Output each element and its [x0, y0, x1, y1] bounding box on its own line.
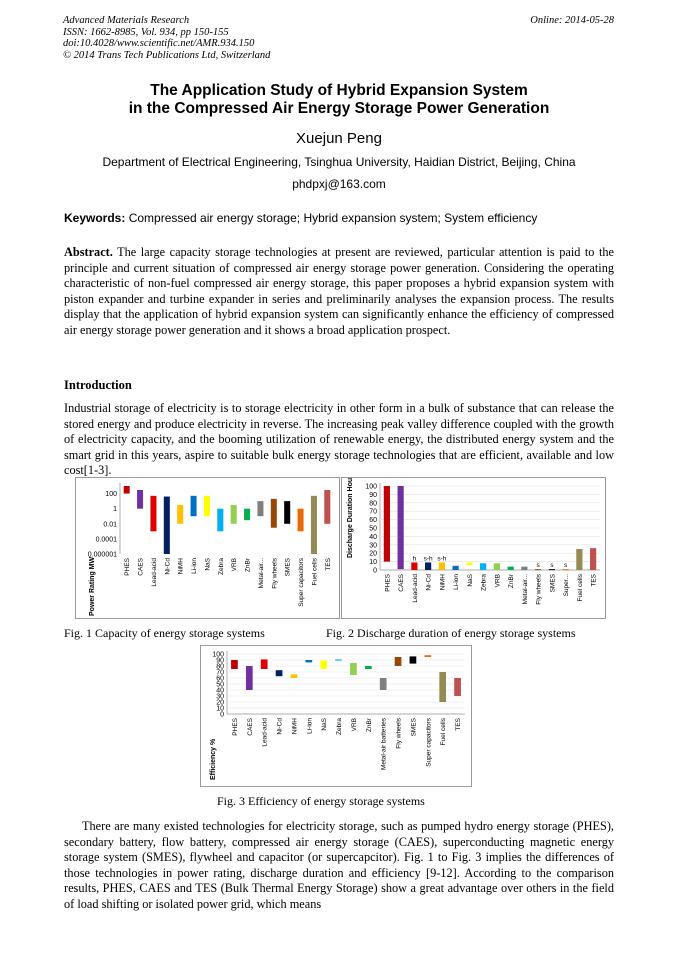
bar-znbr	[365, 666, 372, 669]
bar-fly-wheels	[395, 657, 402, 666]
x-tick-label: Fly wheels	[395, 718, 403, 749]
x-tick-label: ZnBr	[244, 558, 252, 573]
intro-paragraph-1: Industrial storage of electricity is to storage electricity in other form in a bulk of substance that can release the stored energy and produce electricity in reverse. The increasing peak valley difference coupled with the growth of electricity capacity, and the booming utilization of renewable energy, the distributed energy system and the smart grid in this years, aspire to suitable bulk energy storage technologies that are efficient, available and low cost[1-3].	[64, 401, 614, 478]
data-label: s	[550, 562, 554, 570]
online-date: Online: 2014-05-28	[530, 15, 614, 26]
bar-nimh	[439, 562, 445, 570]
journal-header	[63, 15, 270, 61]
y-tick-label: 30	[369, 542, 377, 550]
y-tick-label: 70	[369, 508, 377, 516]
x-tick-label: ZnBr	[365, 718, 373, 733]
x-tick-label: Fuel cells	[311, 558, 319, 586]
figure-2-caption: Fig. 2 Discharge duration of energy storage systems	[326, 626, 576, 640]
x-tick-label: NaS	[321, 718, 329, 731]
keywords	[64, 211, 537, 225]
figure-1-caption: Fig. 1 Capacity of energy storage systems	[64, 626, 265, 640]
x-tick-label: TES	[324, 558, 332, 571]
abstract-text: The large capacity storage technologies at present are reviewed, particular attention is paid to the principle and current situation of compressed air energy storage power generation. Considering the operating characteristic of non-fuel compressed air energy storage, this paper proposes a hybrid expansion system with piston expander and turbine expander in series and preliminarily analyses the expansion process. The results display that the application of hybrid expansion system can significantly enhance the efficiency of compressed air energy storage power generation and it shows a broad application prospect.	[64, 245, 614, 337]
y-tick-label: 40	[369, 533, 377, 541]
y-tick-label: 90	[369, 491, 377, 499]
bar-znbr	[508, 567, 514, 570]
bar-tes	[590, 548, 596, 570]
y-tick-label: 30	[216, 693, 224, 701]
bar-vrb	[231, 505, 237, 524]
y-tick-label: 70	[216, 669, 224, 677]
bar-vrb	[494, 563, 500, 570]
x-tick-label: PHES	[124, 558, 132, 576]
x-tick-label: VRB	[231, 558, 239, 572]
bar-zebra	[217, 509, 223, 532]
y-axis-title: Efficiency %	[210, 738, 217, 780]
bar-nas	[466, 562, 472, 565]
data-label: s	[536, 562, 540, 570]
bar-nas	[204, 496, 210, 516]
bar-metal-air-batteries	[380, 678, 387, 690]
x-tick-label: PHES	[231, 718, 239, 736]
x-tick-label: SMES	[410, 718, 418, 737]
abstract	[64, 245, 614, 339]
y-tick-label: 50	[369, 525, 377, 533]
x-tick-label: VRB	[494, 574, 502, 588]
bar-smes	[284, 501, 290, 524]
y-tick-label: 10	[369, 559, 377, 567]
bar-fuel-cells	[576, 549, 582, 570]
x-tick-label: NaS	[466, 574, 474, 587]
x-tick-label: TES	[455, 718, 463, 731]
data-label: s	[564, 562, 568, 570]
y-tick-label: 60	[369, 517, 377, 525]
affiliation: Department of Electrical Engineering, Tsinghua University, Haidian District, Beijing, China	[102, 155, 576, 169]
bar-zebra	[480, 563, 486, 570]
x-tick-label: Li-ion	[306, 718, 314, 734]
abstract-label: Abstract.	[64, 245, 113, 259]
efficiency-chart	[201, 646, 471, 786]
bar-nas	[320, 661, 327, 669]
x-tick-label: Ni-Cd	[425, 574, 433, 591]
bar-phes	[384, 486, 390, 562]
x-tick-label: Super...	[563, 574, 571, 597]
keywords-text: Compressed air energy storage; Hybrid expansion system; System efficiency	[125, 211, 538, 225]
y-tick-label: 50	[216, 681, 224, 689]
x-tick-label: NaS	[204, 558, 212, 571]
x-tick-label: ZnBr	[508, 574, 516, 589]
x-tick-label: Metal-air batteries	[380, 718, 388, 771]
bar-super-	[563, 569, 569, 570]
x-tick-label: Zebra	[336, 718, 344, 735]
figure-3-caption: Fig. 3 Efficiency of energy storage systems	[217, 794, 425, 808]
x-tick-label: SMES	[284, 558, 292, 577]
bar-li-ion	[191, 496, 197, 516]
y-tick-label: 90	[216, 657, 224, 665]
copyright: © 2014 Trans Tech Publications Ltd, Switzerland	[63, 49, 271, 61]
x-tick-label: CAES	[246, 718, 254, 736]
bar-fly-wheels	[535, 569, 541, 570]
bar-li-ion	[453, 566, 459, 570]
bar-caes	[398, 486, 404, 569]
email: phdpxj@163.com	[292, 177, 386, 191]
bar-fuel-cells	[439, 672, 446, 702]
y-axis-title: Power Rating MW	[89, 556, 96, 616]
data-label: h	[412, 555, 417, 563]
bar-fuel-cells	[311, 496, 317, 554]
y-tick-label: 1	[113, 506, 117, 514]
x-tick-label: Super capacitors	[425, 718, 433, 767]
y-tick-label: 80	[369, 500, 377, 508]
x-tick-label: NiMH	[439, 574, 447, 591]
issn: ISSN: 1662-8985, Vol. 934, pp 150-155	[63, 26, 229, 38]
x-tick-label: TES	[590, 574, 598, 587]
x-tick-label: Lead-acid	[411, 574, 419, 603]
author: Xuejun Peng	[296, 130, 382, 147]
bar-fly-wheels	[271, 499, 277, 528]
y-tick-label: 40	[216, 687, 224, 695]
y-tick-label: 0	[373, 567, 377, 575]
figure-2-chart	[341, 477, 606, 619]
y-tick-label: 0	[220, 711, 224, 719]
title-line-2: in the Compressed Air Energy Storage Power Generation	[128, 100, 550, 117]
bar-nimh	[177, 505, 183, 524]
x-tick-label: SMES	[549, 574, 557, 593]
x-tick-label: NiMH	[291, 718, 299, 735]
x-tick-label: Ni-Cd	[276, 718, 284, 735]
bar-lead-acid	[261, 659, 268, 669]
x-tick-label: Zebra	[217, 558, 225, 575]
title-line-1: The Application Study of Hybrid Expansion System	[150, 82, 528, 99]
bar-metal-air-	[521, 567, 527, 570]
x-tick-label: VRB	[350, 718, 358, 732]
x-tick-label: Fly wheels	[271, 558, 279, 589]
bar-lead-acid	[150, 496, 156, 532]
doi: doi:10.4028/www.scientific.net/AMR.934.150	[63, 38, 255, 49]
x-tick-label: Lead-acid	[150, 558, 158, 587]
x-tick-label: Zebra	[480, 574, 488, 591]
y-tick-label: 100	[212, 651, 224, 659]
intro-paragraph-2: There are many existed technologies for electricity storage, such as pumped hydro energy storage (PHES), secondary battery, flow battery, compressed air energy storage (CAES), superconducting magnetic energy storage system (SMES), flywheel and capacitor (or supercapcitor). Fig. 1 to Fig. 3 implies the differences of those technologies in power rating, discharge duration and efficiency [9-12]. According to the comparison results, PHES, CAES and TES (Bulk Thermal Energy Storage) show a great advantage over others in the field of load shifting or isolated power grid, which means	[64, 819, 614, 911]
y-tick-label: 0.0001	[95, 536, 117, 544]
x-tick-label: Metal-air...	[257, 558, 265, 589]
y-tick-label: 60	[216, 675, 224, 683]
y-tick-label: 100	[105, 491, 117, 499]
bar-phes	[124, 486, 130, 494]
figure-1-chart	[75, 477, 340, 619]
data-label: s-h	[437, 555, 447, 563]
x-tick-label: CAES	[398, 574, 406, 592]
keywords-label: Keywords:	[64, 211, 126, 225]
y-tick-label: 10	[216, 705, 224, 713]
y-tick-label: 0.01	[103, 521, 117, 529]
bar-lead-acid	[411, 562, 417, 570]
x-tick-label: PHES	[384, 574, 392, 592]
bar-tes	[324, 490, 330, 524]
bar-ni-cd	[425, 562, 431, 570]
intro-heading: Introduction	[64, 378, 132, 392]
x-tick-label: Li-ion	[191, 558, 199, 574]
bar-smes	[549, 569, 555, 570]
bar-caes	[137, 490, 143, 509]
x-tick-label: NiMH	[177, 558, 185, 575]
x-tick-label: Fuel cells	[576, 574, 584, 602]
bar-vrb	[350, 663, 357, 675]
power-rating-chart	[76, 478, 339, 618]
bar-tes	[454, 678, 461, 696]
y-tick-label: 80	[216, 663, 224, 671]
data-label: s-h	[423, 555, 433, 563]
bar-smes	[410, 656, 417, 663]
bar-super-capacitors	[298, 509, 304, 532]
bar-phes	[231, 660, 238, 669]
discharge-duration-chart	[342, 478, 605, 618]
bar-caes	[246, 666, 253, 690]
bar-znbr	[244, 509, 250, 521]
x-tick-label: Li-ion	[453, 574, 461, 590]
bar-metal-air-	[257, 501, 263, 516]
x-tick-label: Ni-Cd	[164, 558, 172, 575]
y-tick-label: 0.000001	[87, 551, 117, 559]
x-tick-label: Metal-air...	[521, 574, 529, 605]
x-tick-label: Fly wheels	[535, 574, 543, 605]
bar-ni-cd	[164, 497, 170, 554]
bar-super-capacitors	[424, 655, 431, 657]
bar-li-ion	[305, 660, 312, 662]
x-tick-label: Lead-acid	[261, 718, 269, 747]
y-tick-label: 20	[216, 699, 224, 707]
bar-zebra	[335, 659, 342, 660]
figure-3-chart	[200, 645, 472, 787]
paper-title	[0, 82, 678, 118]
y-axis-title: Discharge Duration Hours	[347, 478, 354, 558]
y-tick-label: 100	[365, 483, 377, 491]
x-tick-label: Fuel cells	[440, 718, 448, 746]
y-tick-label: 20	[369, 550, 377, 558]
bar-nimh	[291, 674, 298, 678]
journal-name: Advanced Materials Research	[63, 15, 190, 26]
bar-ni-cd	[276, 670, 283, 676]
x-tick-label: Super capacitors	[298, 558, 306, 607]
x-tick-label: CAES	[137, 558, 145, 576]
